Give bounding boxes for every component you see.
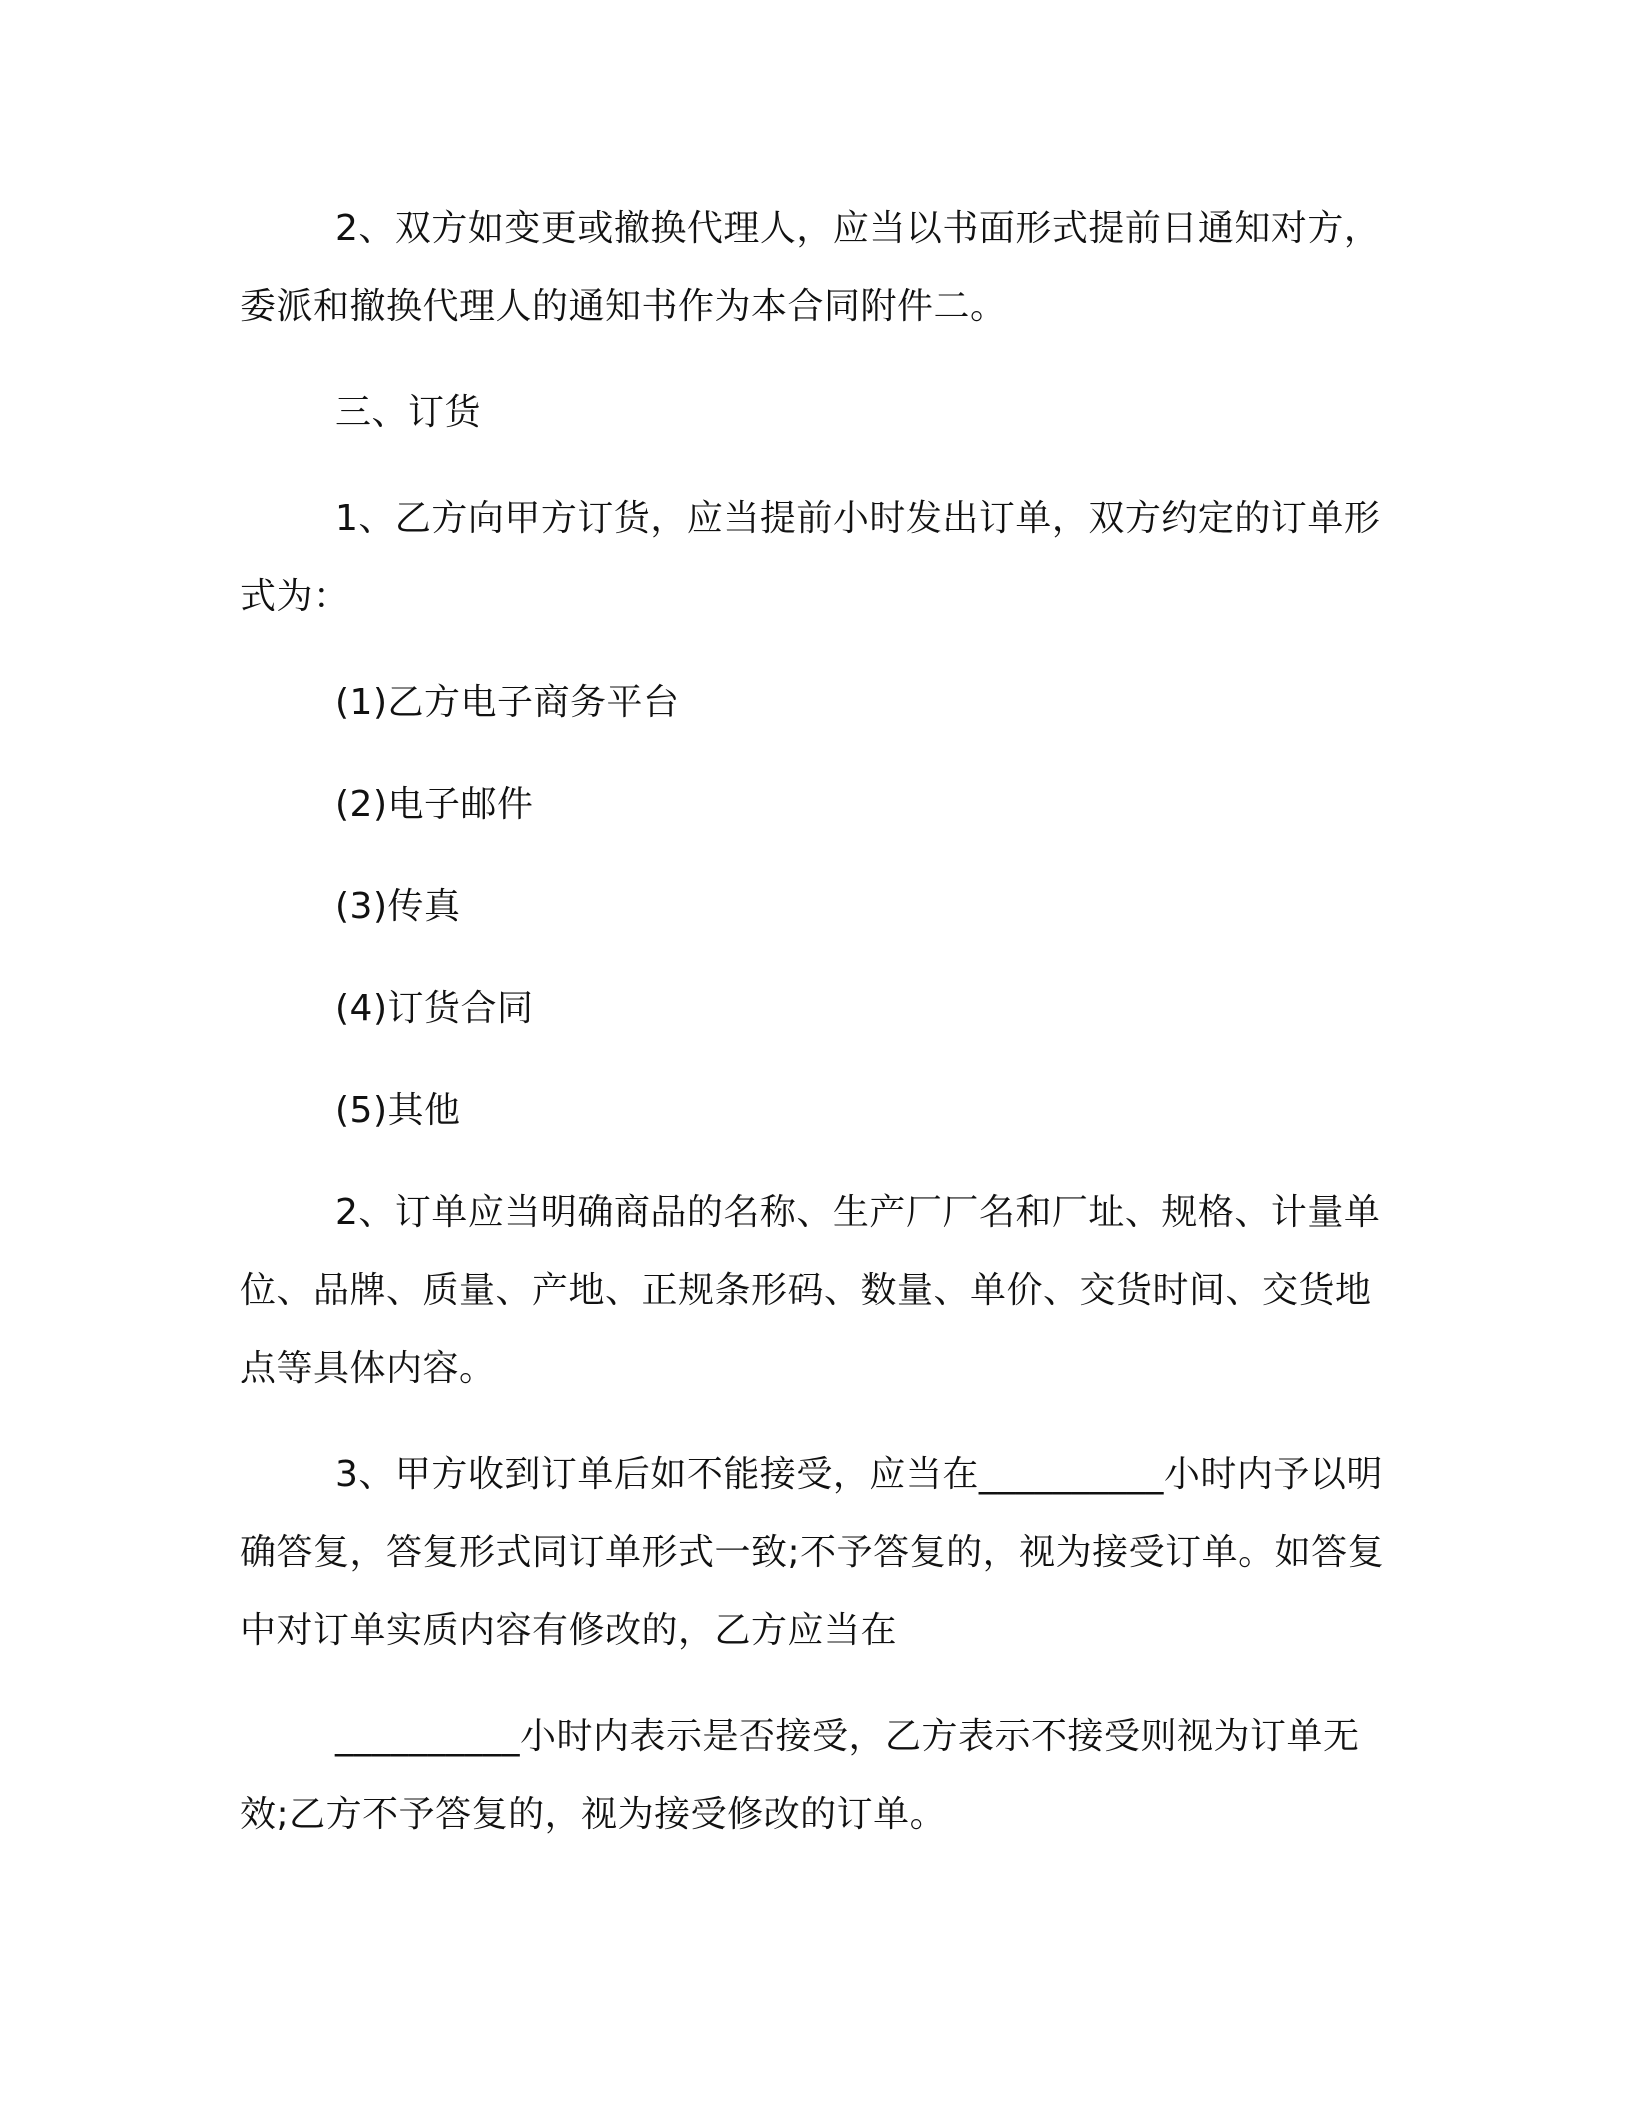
list-item-contract: (4)订货合同 <box>335 988 534 1029</box>
paragraph-order-form: 1、乙方向甲方订货，应当提前小时发出订单，双方约定的订单形式为： <box>240 498 1381 617</box>
list-item-ecommerce: (1)乙方电子商务平台 <box>335 682 680 723</box>
paragraph-agent-change: 2、双方如变更或撤换代理人，应当以书面形式提前日通知对方，委派和撤换代理人的通知书作为本合同附件二。 <box>240 208 1381 327</box>
list-item-other: (5)其他 <box>335 1090 461 1131</box>
paragraph-order-acceptance: __________小时内表示是否接受，乙方表示不接受则视为订单无效;乙方不予答复的，视为接受修改的订单。 <box>240 1716 1360 1835</box>
list-item-email: (2)电子邮件 <box>335 784 534 825</box>
paragraph-order-details: 2、订单应当明确商品的名称、生产厂厂名和厂址、规格、计量单位、品牌、质量、产地、正规条形码、数量、单价、交货时间、交货地点等具体内容。 <box>240 1192 1381 1389</box>
section-heading-ordering: 三、订货 <box>335 392 482 433</box>
document-body <box>240 190 1390 1854</box>
paragraph-order-reply: 3、甲方收到订单后如不能接受，应当在__________小时内予以明确答复，答复形式同订单形式一致;不予答复的，视为接受订单。如答复中对订单实质内容有修改的，乙方应当在 <box>240 1454 1385 1651</box>
list-item-fax: (3)传真 <box>335 886 461 927</box>
